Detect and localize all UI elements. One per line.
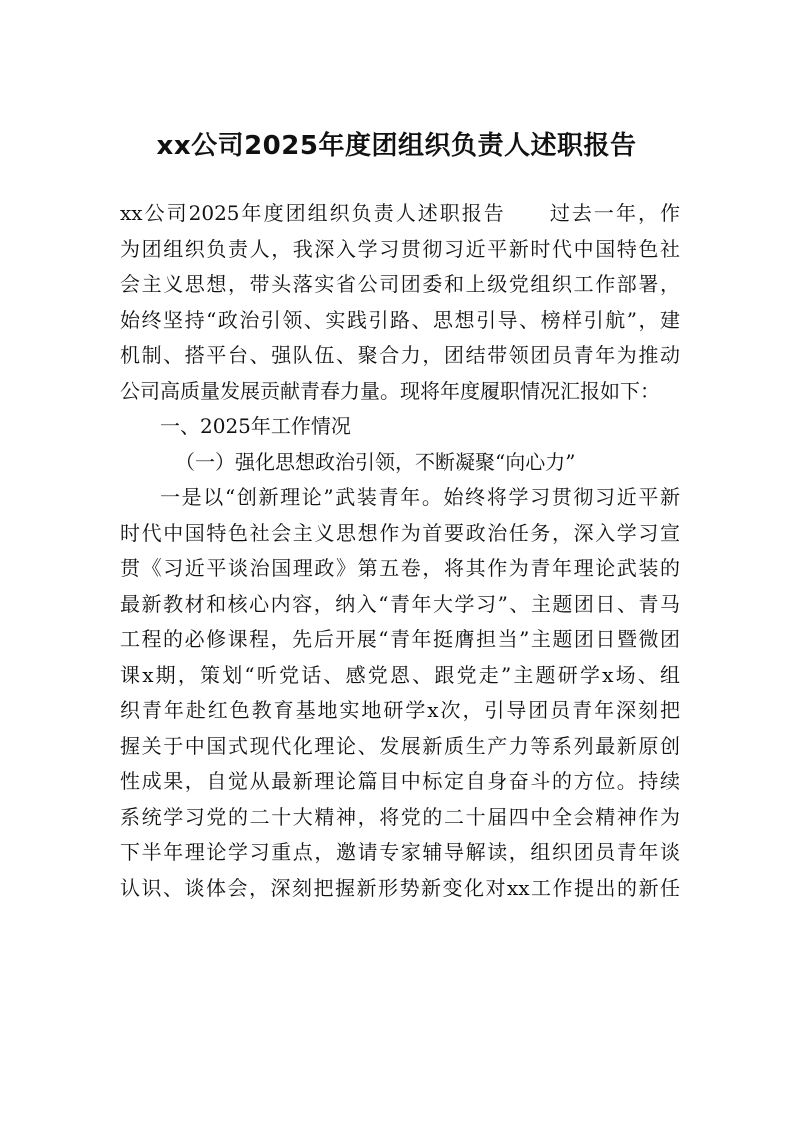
paragraph-line: 公司高质量发展贡献青春力量。现将年度履职情况汇报如下： [120,378,660,403]
paragraph-line: 贯《习近平谈治国理政》第五卷，将其作为青年理论武装的 [120,556,680,580]
paragraph-line: 织青年赴红色教育基地实地研学x次，引导团员青年深刻把 [120,698,680,722]
paragraph-line: 最新教材和核心内容，纳入“青年大学习”、主题团日、青马 [120,591,680,616]
subsection-heading: （一）强化思想政治引领，不断凝聚“向心力” [175,449,576,474]
paragraph-line: 时代中国特色社会主义思想作为首要政治任务，深入学习宣 [120,520,680,545]
paragraph-line: 会主义思想，带头落实省公司团委和上级党组织工作部署， [120,272,680,296]
paragraph-line: 工程的必修课程，先后开展“青年挺膺担当”主题团日暨微团 [120,627,680,651]
paragraph-line: 机制、搭平台、强队伍、聚合力，团结带领团员青年为推动 [120,343,680,367]
paragraph-line: 性成果，自觉从最新理论篇目中标定自身奋斗的方位。持续 [120,769,680,793]
paragraph-line: xx公司2025年度团组织负责人述职报告 过去一年，作 [120,201,680,225]
paragraph-line: 下半年理论学习重点，邀请专家辅导解读，组织团员青年谈 [120,840,680,864]
paragraph-line: 一是以“创新理论”武装青年。始终将学习贯彻习近平新 [160,485,680,509]
paragraph-line: 系统学习党的二十大精神，将党的二十届四中全会精神作为 [120,804,680,829]
paragraph-line: 为团组织负责人，我深入学习贯彻习近平新时代中国特色社 [120,236,680,261]
paragraph-line: 握关于中国式现代化理论、发展新质生产力等系列最新原创 [120,733,680,758]
paragraph-line: 认识、谈体会，深刻把握新形势新变化对xx工作提出的新任 [120,875,680,900]
document-title: xx公司2025年度团组织负责人述职报告 [156,131,637,161]
paragraph-line: 课x期，策划“听党话、感党恩、跟党走”主题研学x场、组 [120,662,680,687]
paragraph-line: 始终坚持“政治引领、实践引路、思想引导、榜样引航”，建 [120,307,680,332]
document-body [120,196,680,906]
section-heading: 一、2025年工作情况 [160,414,351,438]
